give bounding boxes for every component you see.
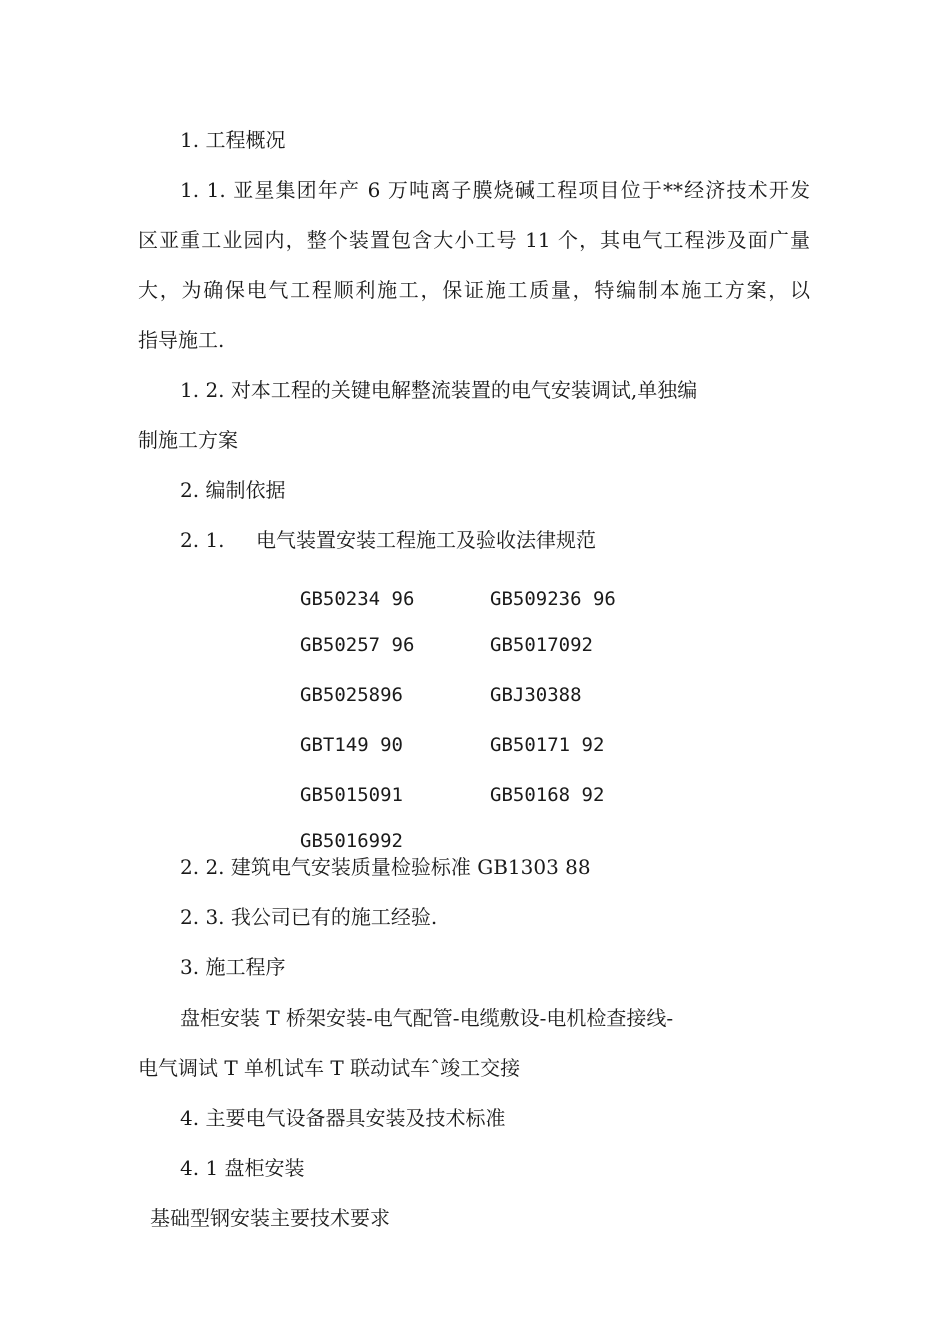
procedure-line-2: 电气调试 T 单机试车 T 联动试车ˆ竣工交接	[138, 1056, 521, 1080]
standard-code: GB5017092	[490, 634, 593, 656]
subsection-title: 基础型钢安装主要技术要求	[150, 1206, 390, 1230]
standard-code: GB509236 96	[490, 588, 616, 610]
section-2-3: 2. 3. 我公司已有的施工经验.	[180, 905, 438, 929]
standard-code: GB5016992	[300, 830, 403, 852]
standard-code: GB5015091	[300, 784, 403, 806]
section-4-1-heading: 4. 1 盘柜安装	[180, 1156, 305, 1180]
paragraph-1-1-line-3: 大，为确保电气工程顺利施工，保证施工质量，特编制本施工方案，以	[138, 278, 810, 302]
paragraph-1-2-line-1: 1. 2. 对本工程的关键电解整流装置的电气安装调试,单独编	[180, 378, 698, 402]
standard-code: GB50171 92	[490, 734, 605, 756]
standard-code: GBJ30388	[490, 684, 582, 706]
standard-code: GB50168 92	[490, 784, 605, 806]
paragraph-1-1-line-1: 1. 1. 亚星集团年产 6 万吨离子膜烧碱工程项目位于**经济技术开发	[180, 178, 810, 202]
section-4-heading: 4. 主要电气设备器具安装及技术标准	[180, 1106, 506, 1130]
section-2-1-number: 2. 1.	[180, 528, 225, 552]
standard-code: GB50234 96	[300, 588, 415, 610]
standard-code: GB5025896	[300, 684, 403, 706]
standard-code: GB50257 96	[300, 634, 415, 656]
procedure-line-1: 盘柜安装 T 桥架安装-电气配管-电缆敷设-电机检查接线-	[180, 1006, 674, 1030]
section-2-heading: 2. 编制依据	[180, 478, 286, 502]
section-3-heading: 3. 施工程序	[180, 955, 286, 979]
section-2-2: 2. 2. 建筑电气安装质量检验标准 GB1303 88	[180, 855, 591, 879]
paragraph-1-1-line-4: 指导施工.	[138, 328, 225, 352]
section-1-heading: 1. 工程概况	[180, 128, 286, 152]
paragraph-1-2-line-2: 制施工方案	[138, 428, 238, 452]
standard-code: GBT149 90	[300, 734, 403, 756]
section-2-1-title: 电气装置安装工程施工及验收法律规范	[256, 528, 596, 552]
paragraph-1-1-line-2: 区亚重工业园内，整个装置包含大小工号 11 个，其电气工程涉及面广量	[138, 228, 810, 252]
